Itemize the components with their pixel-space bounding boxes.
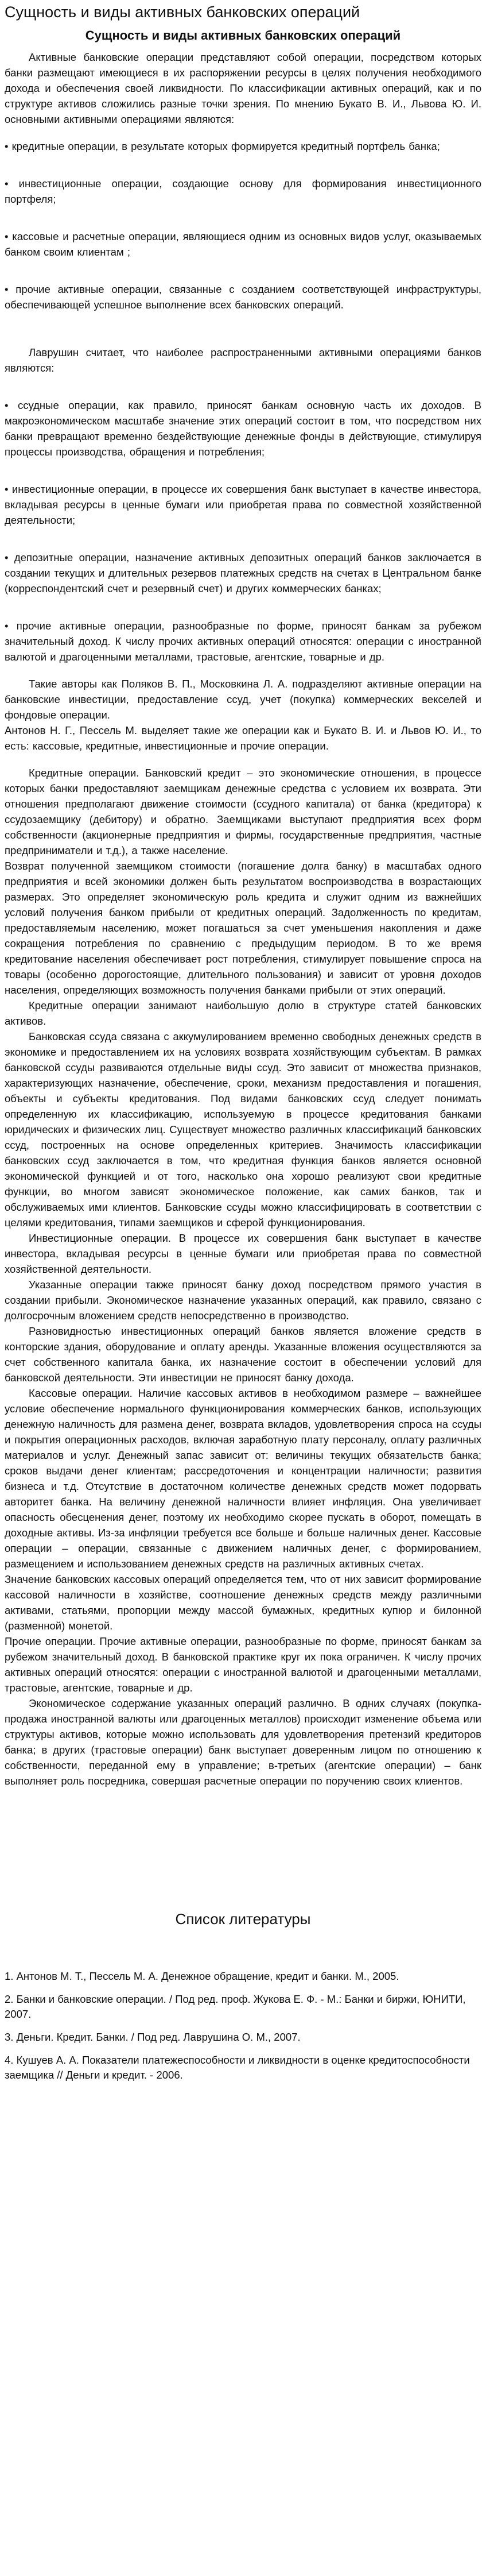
paragraph-repayment: Возврат полученной заемщиком стоимости (погашение долга банку) в масштабах одного предприятия и всей экономики должен быть результатом воспроизводства в возрастающих размерах. Это определяет экономическую роль кредита и служит одним из важнейших условий получения банком прибыли от кредитных операций. Задолженность по кредитам, предоставляемым населению, может погашаться за счет уменьшения накопления и даже сокращения потребления по сравнению с предыдущим периодом. В то же время кредитование населения обеспечивает рост потребления, стимулирует повышение спроса на товары (особенно дорогостоящие, длительного пользования) и зависит от уровня доходов населения, определяющих возможность получения банками прибыли от этих операций. xyxy=(5,860,481,996)
reference-item: 1. Антонов М. Т., Пессель М. А. Денежное обращение, кредит и банки. М., 2005. xyxy=(5,1970,399,1982)
reference-item: 3. Деньги. Кредит. Банки. / Под ред. Лаврушина О. М., 2007. xyxy=(5,2031,301,2043)
list-item-investment-ops: • инвестиционные операции, в процессе их совершения банк выступает в качестве инвестора, вкладывая ресурсы в ценные бумаги или приобретая права по совместной хозяйственной деятельности; xyxy=(5,483,481,526)
paragraph-intro: Активные банковские операции представляют собой операции, посредством которых банки размещают имеющиеся в их распоряжении ресурсы в целях получения необходимого дохода и обеспечения своей ликвидности. По классификации активных операций, как и по структуре активов сложились разные точки зрения. По мнению Букато В. И., Львова Ю. И. основными активными операциями являются: xyxy=(5,51,481,125)
paragraph-economic-content: Экономическое содержание указанных операций различно. В одних случаях (покупка-продажа иностранной валюты или драгоценных металлов) происходит изменение объема или структуры активов, которые можно использовать для удовлетворения претензий кредиторов банка; в других (трастовые операции) банк выступает доверенным лицом по отношению к собственности, переданной ему в управление; в-третьих (агентские операции) – банк выполняет роль посредника, совершая расчетные операции по поручению своих клиентов. xyxy=(5,1697,481,1787)
paragraph-credit-ops: Кредитные операции. Банковский кредит – это экономические отношения, в процессе которых банки предоставляют заемщикам денежные средства с условием их возврата. Эти отношения предполагают движение стоимости (ссудного капитала) от банка (кредитора) к ссудозаемщику (дебитору) и обратно. Заемщиками выступают предприятия всех форм собственности (акционерные предприятия и фирмы, государственные предприятия, частные предприниматели и т.д.), а также население. xyxy=(5,767,481,856)
reference-item: 4. Кушуев А. А. Показатели платежеспособности и ликвидности в оценке кредитоспособности заемщика // Деньги и кредит. - 2006. xyxy=(5,2054,470,2081)
list-item-deposit: • депозитные операции, назначение активных депозитных операций банков заключается в создании текущих и длительных резервов платежных средств на счетах в Центральном банке (корреспондентский счет и резервный счет) и других коммерческих банках; xyxy=(5,551,481,594)
list-item-cash: • кассовые и расчетные операции, являющиеся одним из основных видов услуг, оказываемых банком своим клиентам ; xyxy=(5,230,481,258)
paragraph-investment-buildings: Разновидностью инвестиционных операций банков является вложение средств в конторские здания, оборудование и оплату аренды. Указанные вложения осуществляются за счет собственного капитала банка, их назначение состоит в обеспечении условий для банковской деятельности. Эти инвестиции не приносят банку дохода. xyxy=(5,1325,481,1384)
paragraph-cash-significance: Значение банковских кассовых операций определяется тем, что от них зависит формирование кассовой наличности в хозяйстве, соотношение денежных средств между различными активами, статьями, пропорции между массой бумажных, кредитных купюр и билонной (разменной) монетой. xyxy=(5,1573,481,1632)
paragraph-investment-income: Указанные операции также приносят банку доход посредством прямого участия в создании прибыли. Экономическое назначение указанных операций, как правило, связано с долгосрочным вложением средств непосредственно в производство. xyxy=(5,1279,481,1322)
paragraph-investment-ops: Инвестиционные операции. В процессе их совершения банк выступает в качестве инвестора, вкладывая ресурсы в ценные бумаги или приобретая права по совместной хозяйственной деятельности. xyxy=(5,1232,481,1275)
document-heading: Сущность и виды активных банковских операций xyxy=(85,28,401,43)
paragraph-polyakov: Такие авторы как Поляков В. П., Московкина Л. А. подразделяют активные операции на банковские инвестиции, предоставление ссуд, учет (покупка) коммерческих векселей и фондовые операции. xyxy=(5,678,481,721)
paragraph-lavrushin: Лаврушин считает, что наиболее распространенными активными операциями банков являются: xyxy=(5,346,481,374)
references-heading: Список литературы xyxy=(175,1910,311,1928)
references-list xyxy=(5,1969,481,2083)
list-item-credit: • кредитные операции, в результате которых формируется кредитный портфель банка; xyxy=(5,140,440,152)
list-item-other: • прочие активные операции, связанные с созданием соответствующей инфраструктуры, обеспечивающей успешное выполнение всех банковских операций. xyxy=(5,283,481,311)
reference-item: 2. Банки и банковские операции. / Под ред. проф. Жукова Е. Ф. - М.: Банки и биржи, ЮНИТИ, 2007. xyxy=(5,1993,466,2020)
document-body xyxy=(5,49,481,1789)
paragraph-credit-share: Кредитные операции занимают наибольшую долю в структуре статей банковских активов. xyxy=(5,999,481,1027)
paragraph-bank-loan: Банковская ссуда связана с аккумулированием временно свободных денежных средств в экономике и предоставлением их на условиях возврата хозяйствующим субъектам. В рамках банковской ссуды развиваются отдельные виды ссуд. Это зависит от множества признаков, характеризующих назначение, обеспечение, сроки, механизм предоставления и погашения, объекты и субъекты кредитования. Под видами банковских ссуд следует понимать определенную их классификацию, используемую в процессе кредитования банками юридических и физических лиц. Существует множество различных классификаций банковских ссуд, построенных на основе определенных критериев. Значимость классификации банковских ссуд заключается в том, что кредитная функция банков является основной экономической функцией и от того, насколько она хорошо реализуют свои кредитные функции, во многом зависят экономическое положение, как самих банков, так и обслуживаемых ими клиентов. Банковские ссуды можно классифицировать в соответствии с целями кредитования, типами заемщиков и сферой функционирования. xyxy=(5,1030,481,1229)
page-title: Сущность и виды активных банковских операций xyxy=(5,3,360,21)
list-item-investment: • инвестиционные операции, создающие основу для формирования инвестиционного портфеля; xyxy=(5,177,481,205)
list-item-other-ops: • прочие активные операции, разнообразные по форме, приносят банкам за рубежом значительный доход. К числу прочих активных операций относятся: операции с иностранной валютой и драгоценными металлами, трастовые, агентские, товарные и др. xyxy=(5,620,481,663)
paragraph-other-ops: Прочие операции. Прочие активные операции, разнообразные по форме, приносят банкам за рубежом значительный доход. В банковской практике круг их пока ограничен. К числу прочих активных операций относятся: операции с иностранной валютой и драгоценными металлами, трастовые, агентские, товарные и др. xyxy=(5,1635,481,1694)
paragraph-cash-ops: Кассовые операции. Наличие кассовых активов в необходимом размере – важнейшее условие обеспечение нормального функционирования коммерческих банков, использующих денежную наличность для размена денег, возврата вкладов, удовлетворения спроса на ссуды и покрытия операционных расходов, включая заработную плату персоналу, оплату различных материалов и услуг. Денежный запас зависит от: величины текущих обязательств банка; сроков выдачи денег клиентам; рассредоточения и концентрации наличности; развития бизнеса и т.д. Отсутствие в достаточном количестве денежных средств может подорвать авторитет банка. На величину денежной наличности влияет инфляция. Она увеличивает опасность обесценения денег, поэтому их необходимо скорее пускать в оборот, помещать в доходные активы. Из-за инфляции требуется все больше и больше наличных денег. Кассовые операции – операции, связанные с движением наличных денег, с формированием, размещением и использованием денежных средств на различных активных счетах. xyxy=(5,1387,481,1570)
list-item-loans: • ссудные операции, как правило, приносят банкам основную часть их доходов. В макроэкономическом масштабе значение этих операций состоит в том, что посредством них банки превращают временно бездействующие денежные фонды в действующие, стимулируя процессы производства, обращения и потребления; xyxy=(5,399,481,458)
paragraph-antonov: Антонов Н. Г., Пессель М. выделяет такие же операции как и Букато В. И. и Львов Ю. И., то есть: кассовые, кредитные, инвестиционные и прочие операции. xyxy=(5,724,481,752)
